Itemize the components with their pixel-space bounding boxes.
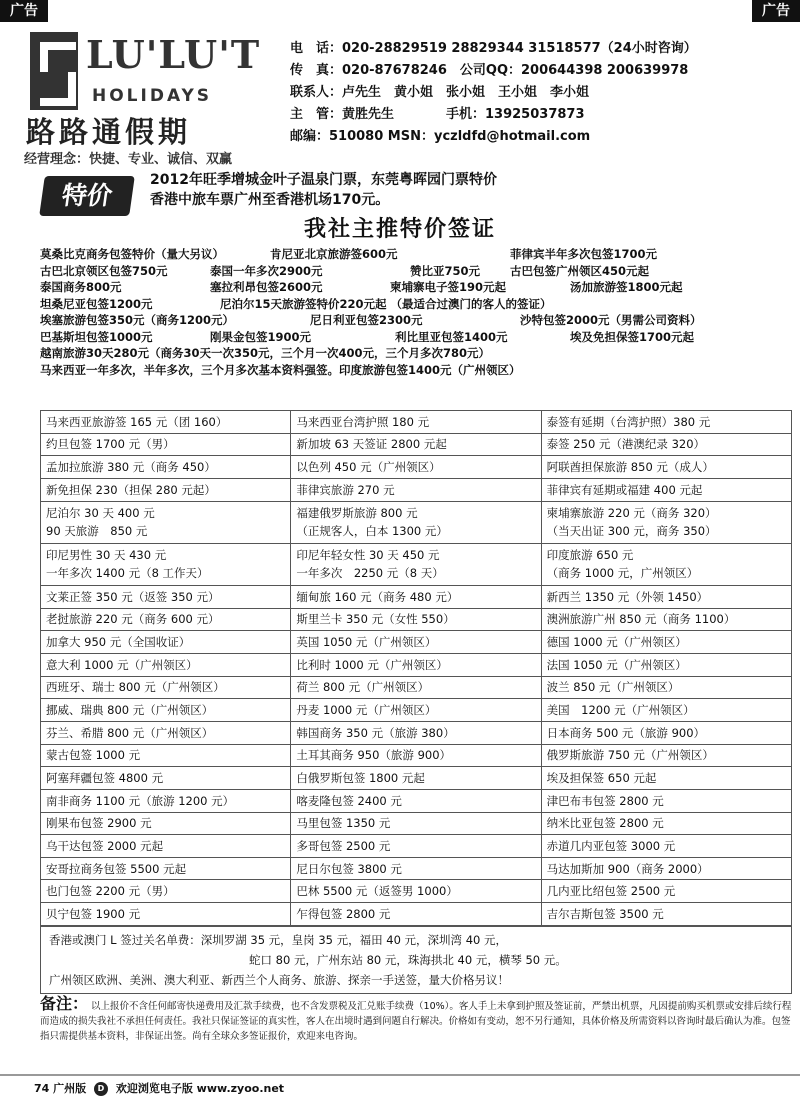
price-item: 利比里亚包签1400元 — [395, 329, 508, 344]
remarks-title: 备注： — [40, 994, 89, 1013]
table-cell — [291, 835, 541, 858]
table-cell — [41, 744, 291, 767]
cell-line: 印尼年轻女性 30 天 450 元 — [296, 548, 440, 563]
table-row — [41, 585, 792, 608]
cell-line: 一年多次 1400 元（8 工作天） — [46, 566, 209, 581]
cell-line: 英国 1050 元（广州领区） — [296, 635, 437, 650]
cell-line: 芬兰、希腊 800 元（广州领区） — [46, 725, 214, 740]
hk-macau-fees — [40, 926, 792, 994]
cell-line: 多哥包签 2500 元 — [296, 838, 391, 853]
table-cell — [41, 608, 291, 631]
table-cell — [41, 812, 291, 835]
cell-line: （商务 1000 元，广州领区） — [546, 566, 699, 581]
table-cell — [541, 767, 791, 790]
table-cell — [41, 699, 291, 722]
table-row — [41, 456, 792, 479]
table-cell — [541, 653, 791, 676]
price-row — [40, 312, 790, 329]
cell-line: 泰签有延期（台湾护照）380 元 — [546, 414, 711, 429]
cell-line: 刚果布包签 2900 元 — [46, 816, 152, 831]
price-item: 柬埔寨电子签190元起 — [390, 280, 507, 294]
table-row — [41, 478, 792, 501]
cell-line: 福建俄罗斯旅游 800 元 — [296, 506, 418, 521]
cell-line: 马达加斯加 900（商务 2000） — [546, 861, 709, 876]
price-item: 赞比亚750元 — [410, 263, 481, 278]
cell-line: 尼日尔包签 3800 元 — [296, 861, 402, 876]
cell-line: 新免担保 230（担保 280 元起） — [46, 482, 216, 497]
table-row — [41, 835, 792, 858]
table-cell — [291, 653, 541, 676]
price-row — [40, 345, 790, 362]
table-cell — [41, 903, 291, 926]
cell-line: 老挝旅游 220 元（商务 600 元） — [46, 612, 220, 627]
table-cell — [41, 585, 291, 608]
table-cell — [291, 433, 541, 456]
cell-line: 日本商务 500 元（旅游 900） — [546, 725, 706, 740]
table-cell — [291, 721, 541, 744]
edition-label: 广州版 — [53, 1082, 87, 1095]
cell-line: 阿联酋担保旅游 850 元（成人） — [546, 460, 714, 475]
table-cell — [41, 835, 291, 858]
cell-line: 德国 1000 元（广州领区） — [546, 635, 687, 650]
cell-line: 马里包签 1350 元 — [296, 816, 391, 831]
page-footer — [34, 1080, 284, 1096]
ad-label-left: 广告 — [0, 0, 48, 22]
price-row — [40, 329, 790, 346]
cell-line: 丹麦 1000 元（广州领区） — [296, 703, 437, 718]
price-row — [40, 246, 790, 263]
remarks — [40, 996, 792, 1044]
table-cell — [541, 631, 791, 654]
cell-line: 泰签 250 元（港澳纪录 320） — [546, 437, 706, 452]
special-price-badge: 特价 — [39, 176, 135, 216]
cell-line: 乌干达包签 2000 元起 — [46, 838, 164, 853]
cell-line: （当天出证 300 元，商务 350） — [546, 524, 717, 539]
price-item: 塞拉利昂包签2600元 — [210, 280, 323, 294]
cell-line: 土耳其商务 950（旅游 900） — [296, 748, 452, 763]
price-row — [40, 279, 790, 296]
cell-line: 澳洲旅游广州 850 元（商务 1100） — [546, 612, 736, 627]
contact-info — [290, 38, 795, 148]
cell-line: 新加坡 63 天签证 2800 元起 — [296, 437, 447, 452]
table-cell — [41, 676, 291, 699]
cell-line: 印尼男性 30 天 430 元 — [46, 548, 167, 563]
cell-line: 尼泊尔 30 天 400 元 — [46, 506, 155, 521]
fees-line-3: 广州领区欧洲、美洲、澳大利亚、新西兰个人商务、旅游、探亲一手送签，量大价格另议！ — [49, 973, 509, 987]
table-row — [41, 789, 792, 812]
table-cell — [291, 501, 541, 543]
fees-line-1: 香港或澳门 L 签过关名单费：深圳罗湖 35 元，皇岗 35 元，福田 40 元，深圳湾 40 元， — [49, 933, 507, 947]
price-item: 巴基斯坦包签1000元 — [40, 329, 153, 344]
promo-text — [150, 170, 497, 210]
table-row — [41, 608, 792, 631]
table-cell — [41, 411, 291, 434]
logo-name: LU'LU'T — [86, 32, 261, 77]
table-cell — [291, 631, 541, 654]
table-row — [41, 411, 792, 434]
table-cell — [541, 857, 791, 880]
table-cell — [291, 608, 541, 631]
table-cell — [291, 812, 541, 835]
cell-line: 马来西亚旅游签 165 元（团 160） — [46, 414, 228, 429]
price-item: 古巴包签广州领区450元起 — [510, 263, 650, 278]
table-cell — [41, 433, 291, 456]
cell-line: 比利时 1000 元（广州领区） — [296, 657, 448, 672]
table-row — [41, 744, 792, 767]
table-cell — [41, 789, 291, 812]
fees-line-2: 蛇口 80 元，广州东站 80 元，珠海拱北 40 元，横琴 50 元。 — [249, 953, 567, 967]
promo-line-2: 香港中旅车票广州至香港机场170元。 — [150, 192, 390, 208]
price-item: 莫桑比克商务包签特价（量大另议） — [40, 247, 224, 261]
table-cell — [291, 585, 541, 608]
price-item: 肯尼亚北京旅游签600元 — [270, 247, 398, 261]
logo-chinese-name: 路路通假期 — [26, 115, 192, 149]
table-cell — [41, 721, 291, 744]
cell-line: 菲律宾有延期或福建 400 元起 — [546, 482, 703, 497]
cell-line: 荷兰 800 元（广州领区） — [296, 680, 430, 695]
website-link[interactable]: 欢迎浏览电子版 www.zyoo.net — [115, 1082, 285, 1095]
table-row — [41, 653, 792, 676]
price-item: 坦桑尼亚包签1200元 — [40, 296, 153, 311]
table-cell — [41, 631, 291, 654]
cell-line: 法国 1050 元（广州领区） — [546, 657, 687, 672]
cell-line: 喀麦隆包签 2400 元 — [296, 793, 402, 808]
cell-line: 挪威、瑞典 800 元（广州领区） — [46, 703, 214, 718]
cell-line: 新西兰 1350 元（外领 1450） — [546, 589, 709, 604]
cell-line: （正规客人，白本 1300 元） — [296, 524, 448, 539]
price-item: 越南旅游30天280元（商务30天一次350元，三个月一次400元，三个月多次780元） — [40, 346, 491, 360]
table-row — [41, 501, 792, 543]
table-row — [41, 857, 792, 880]
cell-line: 纳米比亚包签 2800 元 — [546, 816, 664, 831]
contact-postcode-msn: 邮编：510080 MSN：yczldfd@hotmail.com — [290, 129, 591, 144]
table-row — [41, 767, 792, 790]
table-cell — [291, 676, 541, 699]
cell-line: 90 天旅游 850 元 — [46, 524, 148, 539]
cell-line: 斯里兰卡 350 元（女性 550） — [296, 612, 455, 627]
table-cell — [291, 903, 541, 926]
cell-line: 波兰 850 元（广州领区） — [546, 680, 680, 695]
table-cell — [41, 880, 291, 903]
promo-line-1: 2012年旺季增城金叶子温泉门票，东莞粤晖园门票特价 — [150, 172, 497, 188]
table-row — [41, 543, 792, 585]
price-row — [40, 296, 790, 313]
cell-line: 西班牙、瑞士 800 元（广州领区） — [46, 680, 225, 695]
main-title: 我社主推特价签证 — [303, 216, 496, 242]
table-cell — [291, 767, 541, 790]
table-row — [41, 721, 792, 744]
price-list — [40, 246, 790, 378]
price-item: 刚果金包签1900元 — [210, 329, 312, 344]
table-cell — [41, 478, 291, 501]
price-item: 尼泊尔15天旅游签特价220元起 （最适合过澳门的客人的签证） — [220, 296, 552, 311]
price-item: 埃及免担保签1700元起 — [570, 329, 695, 344]
cell-line: 印度旅游 650 元 — [546, 548, 634, 563]
visa-price-table — [40, 410, 792, 926]
cell-line: 柬埔寨旅游 220 元（商务 320） — [546, 506, 717, 521]
table-cell — [541, 433, 791, 456]
price-item: 菲律宾半年多次包签1700元 — [510, 247, 658, 261]
table-cell — [291, 857, 541, 880]
cell-line: 埃及担保签 650 元起 — [546, 771, 657, 786]
contact-persons: 联系人：卢先生 黄小姐 张小姐 王小姐 李小姐 — [290, 85, 590, 100]
edition-icon: D — [94, 1082, 108, 1096]
table-cell — [291, 456, 541, 479]
cell-line: 韩国商务 350 元（旅游 380） — [296, 725, 455, 740]
cell-line: 约旦包签 1700 元（男） — [46, 437, 175, 452]
table-row — [41, 880, 792, 903]
price-item: 古巴北京领区包签750元 — [40, 263, 168, 278]
table-cell — [41, 857, 291, 880]
cell-line: 阿塞拜疆包签 4800 元 — [46, 771, 164, 786]
cell-line: 马来西亚台湾护照 180 元 — [296, 414, 430, 429]
cell-line: 蒙古包签 1000 元 — [46, 748, 141, 763]
table-cell — [541, 543, 791, 585]
table-cell — [291, 880, 541, 903]
price-item: 泰国商务800元 — [40, 280, 122, 294]
table-cell — [541, 880, 791, 903]
price-row — [40, 362, 790, 379]
cell-line: 菲律宾旅游 270 元 — [296, 482, 395, 497]
table-cell — [291, 699, 541, 722]
table-cell — [541, 501, 791, 543]
table-cell — [291, 789, 541, 812]
table-cell — [291, 543, 541, 585]
cell-line: 也门包签 2200 元（男） — [46, 884, 175, 899]
remarks-text: 以上报价不含任何邮寄快递费用及汇款手续费，也不含发票税及汇兑账手续费（10%）。客人手上未拿到护照及签证前，严禁出机票，凡因提前购买机票或安排后续行程而造成的损失我社不承担任何责任。我社只保证签证的真实性，客人在出境时遇到问题自行解决。价格如有变动，恕不另行通知，具体价格及所需资料以咨询时最后确认为准。包签指只需提供基本资料，非保证出签。尚有全球众多签证报价，欢迎来电咨询。 — [40, 1001, 792, 1042]
contact-fax-qq: 传 真：020-87678246 公司QQ：200644398 200639978 — [290, 63, 689, 78]
logo-mark-icon — [30, 32, 78, 110]
price-item: 汤加旅游签1800元起 — [570, 280, 683, 294]
table-cell — [541, 411, 791, 434]
cell-line: 以色列 450 元（广州领区） — [296, 460, 441, 475]
price-item: 埃塞旅游包签350元（商务1200元） — [40, 313, 235, 327]
table-cell — [41, 543, 291, 585]
table-cell — [291, 744, 541, 767]
cell-line: 乍得包签 2800 元 — [296, 907, 391, 922]
table-cell — [541, 585, 791, 608]
cell-line: 赤道几内亚包签 3000 元 — [546, 838, 676, 853]
table-cell — [291, 411, 541, 434]
price-row — [40, 263, 790, 280]
table-cell — [541, 699, 791, 722]
cell-line: 意大利 1000 元（广州领区） — [46, 657, 198, 672]
table-cell — [541, 812, 791, 835]
table-row — [41, 699, 792, 722]
company-logo — [22, 28, 272, 168]
table-cell — [541, 478, 791, 501]
table-cell — [41, 501, 291, 543]
cell-line: 缅甸旅 160 元（商务 480 元） — [296, 589, 459, 604]
table-cell — [41, 456, 291, 479]
table-cell — [541, 676, 791, 699]
table-cell — [541, 608, 791, 631]
cell-line: 贝宁包签 1900 元 — [46, 907, 141, 922]
logo-slogan: 经营理念：快捷、专业、诚信、双赢 — [24, 152, 233, 167]
price-item: 泰国一年多次2900元 — [210, 263, 323, 278]
table-cell — [541, 789, 791, 812]
ad-label-right: 广告 — [752, 0, 800, 22]
cell-line: 巴林 5500 元（返签男 1000） — [296, 884, 458, 899]
table-cell — [541, 744, 791, 767]
table-cell — [541, 721, 791, 744]
table-cell — [291, 478, 541, 501]
table-row — [41, 433, 792, 456]
table-row — [41, 676, 792, 699]
cell-line: 南非商务 1100 元（旅游 1200 元） — [46, 793, 235, 808]
divider — [0, 1074, 800, 1076]
cell-line: 美国 1200 元（广州领区） — [546, 703, 695, 718]
table-cell — [541, 903, 791, 926]
cell-line: 一年多次 2250 元（8 天） — [296, 566, 444, 581]
table-row — [41, 903, 792, 926]
contact-phone: 电 话：020-28829519 28829344 31518577（24小时咨询） — [290, 41, 697, 56]
cell-line: 孟加拉旅游 380 元（商务 450） — [46, 460, 216, 475]
table-cell — [541, 456, 791, 479]
table-cell — [41, 653, 291, 676]
table-row — [41, 812, 792, 835]
page-number: 74 — [34, 1082, 50, 1095]
cell-line: 俄罗斯旅游 750 元（广州领区） — [546, 748, 714, 763]
table-cell — [41, 767, 291, 790]
cell-line: 津巴布韦包签 2800 元 — [546, 793, 664, 808]
cell-line: 安哥拉商务包签 5500 元起 — [46, 861, 187, 876]
table-cell — [541, 835, 791, 858]
contact-manager: 主 管：黄胜先生 手机：13925037873 — [290, 107, 585, 122]
cell-line: 白俄罗斯包签 1800 元起 — [296, 771, 425, 786]
cell-line: 几内亚比绍包签 2500 元 — [546, 884, 676, 899]
price-item: 沙特包签2000元（男需公司资料） — [520, 313, 702, 327]
cell-line: 加拿大 950 元（全国收证） — [46, 635, 191, 650]
cell-line: 文莱正签 350 元（返签 350 元） — [46, 589, 220, 604]
price-item: 马来西亚一年多次，半年多次，三个月多次基本资料强签。印度旅游包签1400元（广州领区） — [40, 362, 521, 377]
table-row — [41, 631, 792, 654]
cell-line: 吉尔吉斯包签 3500 元 — [546, 907, 664, 922]
price-item: 尼日利亚包签2300元 — [310, 313, 423, 327]
logo-subtitle: HOLIDAYS — [92, 86, 213, 106]
